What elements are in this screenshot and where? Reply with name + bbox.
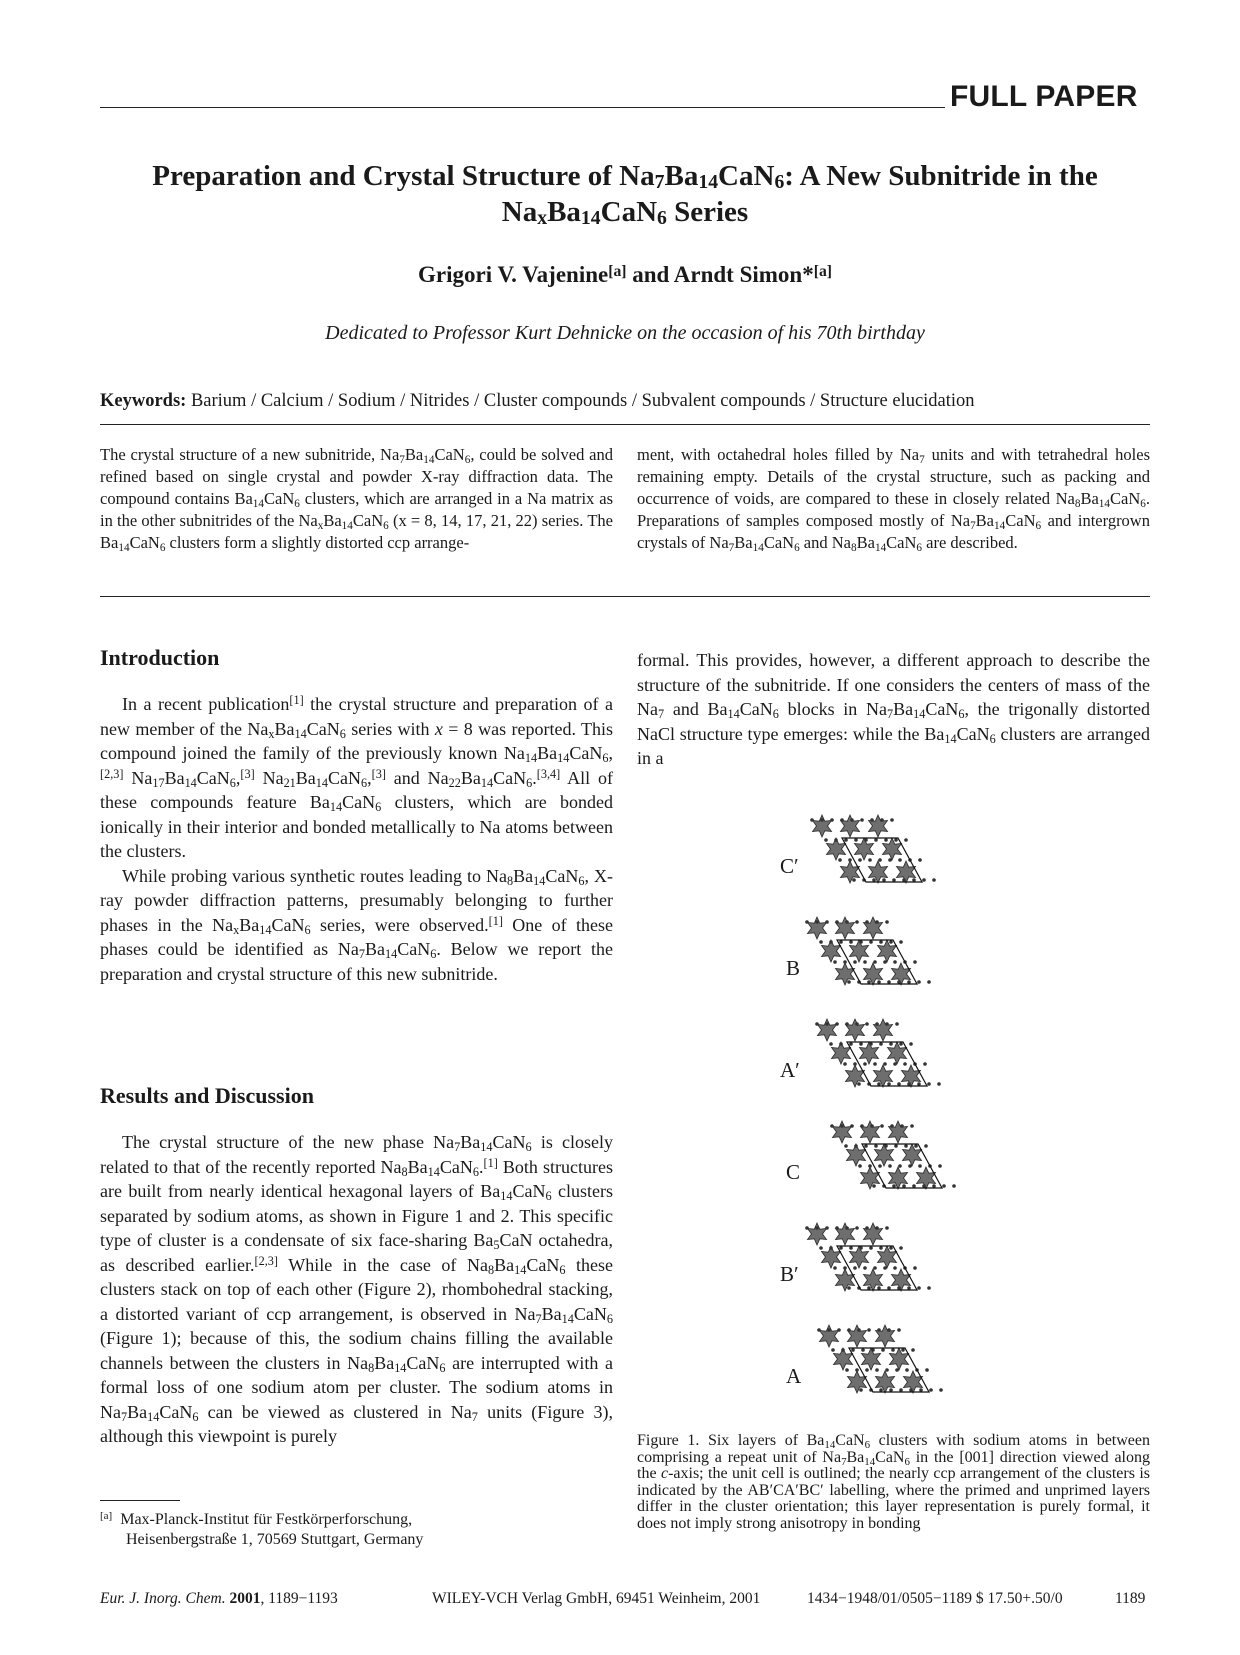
cluster-layers-diagram <box>637 808 1150 1423</box>
cluster-layer <box>815 1019 941 1087</box>
header-label: FULL PAPER <box>950 80 1138 113</box>
figure-1 <box>637 808 1150 1423</box>
footnote-rule <box>100 1500 180 1501</box>
cluster-layer <box>817 1325 943 1393</box>
abstract-rule <box>100 596 1150 597</box>
layer-label-b-prime: B′ <box>780 1262 799 1286</box>
layer-label-c: C <box>786 1160 801 1184</box>
layer-label-b: B <box>786 956 801 980</box>
layer-label-c-prime: C′ <box>780 854 799 878</box>
layer-label-a-prime: A′ <box>780 1058 800 1082</box>
section-heading-results: Results and Discussion <box>100 1083 314 1108</box>
cluster-layer <box>810 815 936 883</box>
results-text: The crystal structure of the new phase $Na_7Ba_{14}CaN_6$ is closely related to that of the recently reported $Na_8Ba_{14}CaN_6.[1]$ Both structures are built from nearly identical hexagonal layers of $Ba_{14}CaN_6$ clusters separated by sodium atoms, as shown in Figure 1 and 2. This specific type of cluster is a condensate of six face-sharing $Ba_5CaN$ octahedra, as described earlier.[2,3] While in the case of $Na_8Ba_{14}CaN_6$ these clusters stack on top of each other (Figure 2), rhombohedral stacking, a distorted variant of ccp arrangement, is observed in $Na_7Ba_{14}CaN_6$ (Figure 1); because of this, the sodium chains filling the available channels between the clusters in $Na_8Ba_{14}CaN_6$ are interrupted with a formal loss of one sodium atom per cluster. The sodium atoms in $Na_7Ba_{14}CaN_6$ can be viewed as clustered in $Na_7$ units (Figure 3), although this viewpoint is purely <box>100 1132 614 1446</box>
paper-title: Preparation and Crystal Structure of $Na_7Ba_{14}CaN_6$: A New Subnitride in the $Na_xBa_{14}CaN_6$ Series <box>152 160 1098 229</box>
cluster-layer <box>830 1121 956 1189</box>
abstract-right: ment, with octahedral holes filled by $Na_7$ units and with tetrahedral holes remaining empty. Details of the crystal structure, such as packing and occurrence of voids, are compared to these in closely related $Na_8Ba_{14}CaN_6$. Preparations of samples composed mostly of $Na_7Ba_{14}CaN_6$ and intergrown crystals of $Na_7Ba_{14}CaN_6$ and $Na_8Ba_{14}CaN_6$ are described. <box>637 445 1150 554</box>
section-heading-introduction: Introduction <box>100 645 220 670</box>
footer-publisher: WILEY-VCH Verlag GmbH, 69451 Weinheim, 2001 <box>432 1590 761 1607</box>
abstract-left: The crystal structure of a new subnitride, $Na_7Ba_{14}CaN_6$, could be solved and refined based on single crystal and powder X-ray diffraction data. The compound contains $Ba_{14}CaN_6$ clusters, which are arranged in a Na matrix as in the other subnitrides of the $Na_xBa_{14}CaN_6$ (x = 8, 14, 17, 21, 22) series. The $Ba_{14}CaN_6$ clusters form a slightly distorted ccp arrange- <box>100 445 613 554</box>
affiliation-footnote: [a] Max-Planck-Institut für Festkörperforschung, Heisenbergstraße 1, 70569 Stuttgart, Germany <box>100 1510 424 1548</box>
author-list: Grigori V. Vajenine[a] and Arndt Simon*[a] <box>418 262 832 287</box>
discussion-text-continued: formal. This provides, however, a different approach to describe the structure of the subnitride. If one considers the centers of mass of the $Na_7$ and $Ba_{14}CaN_6$ blocks in $Na_7Ba_{14}CaN_6$, the trigonally distorted NaCl structure type emerges: while the $Ba_{14}CaN_6$ clusters are arranged in a <box>637 650 1151 768</box>
header-rule <box>100 107 945 108</box>
figure-caption: Figure 1. Six layers of $Ba_{14}CaN_6$ clusters with sodium atoms in between comprising a repeat unit of $Na_7Ba_{14}CaN_6$ in the [001] direction viewed along the c-axis; the unit cell is outlined; the nearly ccp arrangement of the clusters is indicated by the AB′CA′BC′ labelling, where the primed and unprimed layers differ in the cluster orientation; this layer representation is purely formal, it does not imply strong anisotropy in bonding <box>637 1432 1151 1532</box>
dedication: Dedicated to Professor Kurt Dehnicke on the occasion of his 70th birthday <box>325 322 925 344</box>
cluster-layer <box>805 1223 931 1291</box>
cluster-layer <box>805 917 931 985</box>
keywords: Keywords: Barium / Calcium / Sodium / Nitrides / Cluster compounds / Subvalent compounds / Structure elucidation <box>100 391 975 411</box>
introduction-text: In a recent publication[1] the crystal structure and preparation of a new member of the $Na_xBa_{14}CaN_6$ series with x = 8 was reported. This compound joined the family of the previously known $Na_{14}Ba_{14}CaN_6,[2,3]$ $Na_{17}Ba_{14}CaN_6,[3]$ $Na_{21}Ba_{14}CaN_6,[3]$ and $Na_{22}Ba_{14}CaN_6.[3,4]$ All of these compounds feature $Ba_{14}CaN_6$ clusters, which are bonded ionically in their interior and bonded metallically to Na atoms between the clusters. While probing various synthetic routes leading to $Na_8Ba_{14}CaN_6$, X-ray powder diffraction patterns, presumably belonging to further phases in the $Na_xBa_{14}CaN_6$ series, were observed.[1] One of these phases could be identified as $Na_7Ba_{14}CaN_6$. Below we report the preparation and crystal structure of this new subnitride. <box>100 693 614 984</box>
page-number: 1189 <box>1115 1590 1146 1607</box>
keywords-rule <box>100 424 1150 425</box>
layer-label-a: A <box>786 1364 802 1388</box>
footer-citation: Eur. J. Inorg. Chem. 2001, 1189−1193 <box>100 1590 338 1607</box>
footer-issn: 1434−1948/01/0505−1189 $ 17.50+.50/0 <box>807 1590 1063 1607</box>
